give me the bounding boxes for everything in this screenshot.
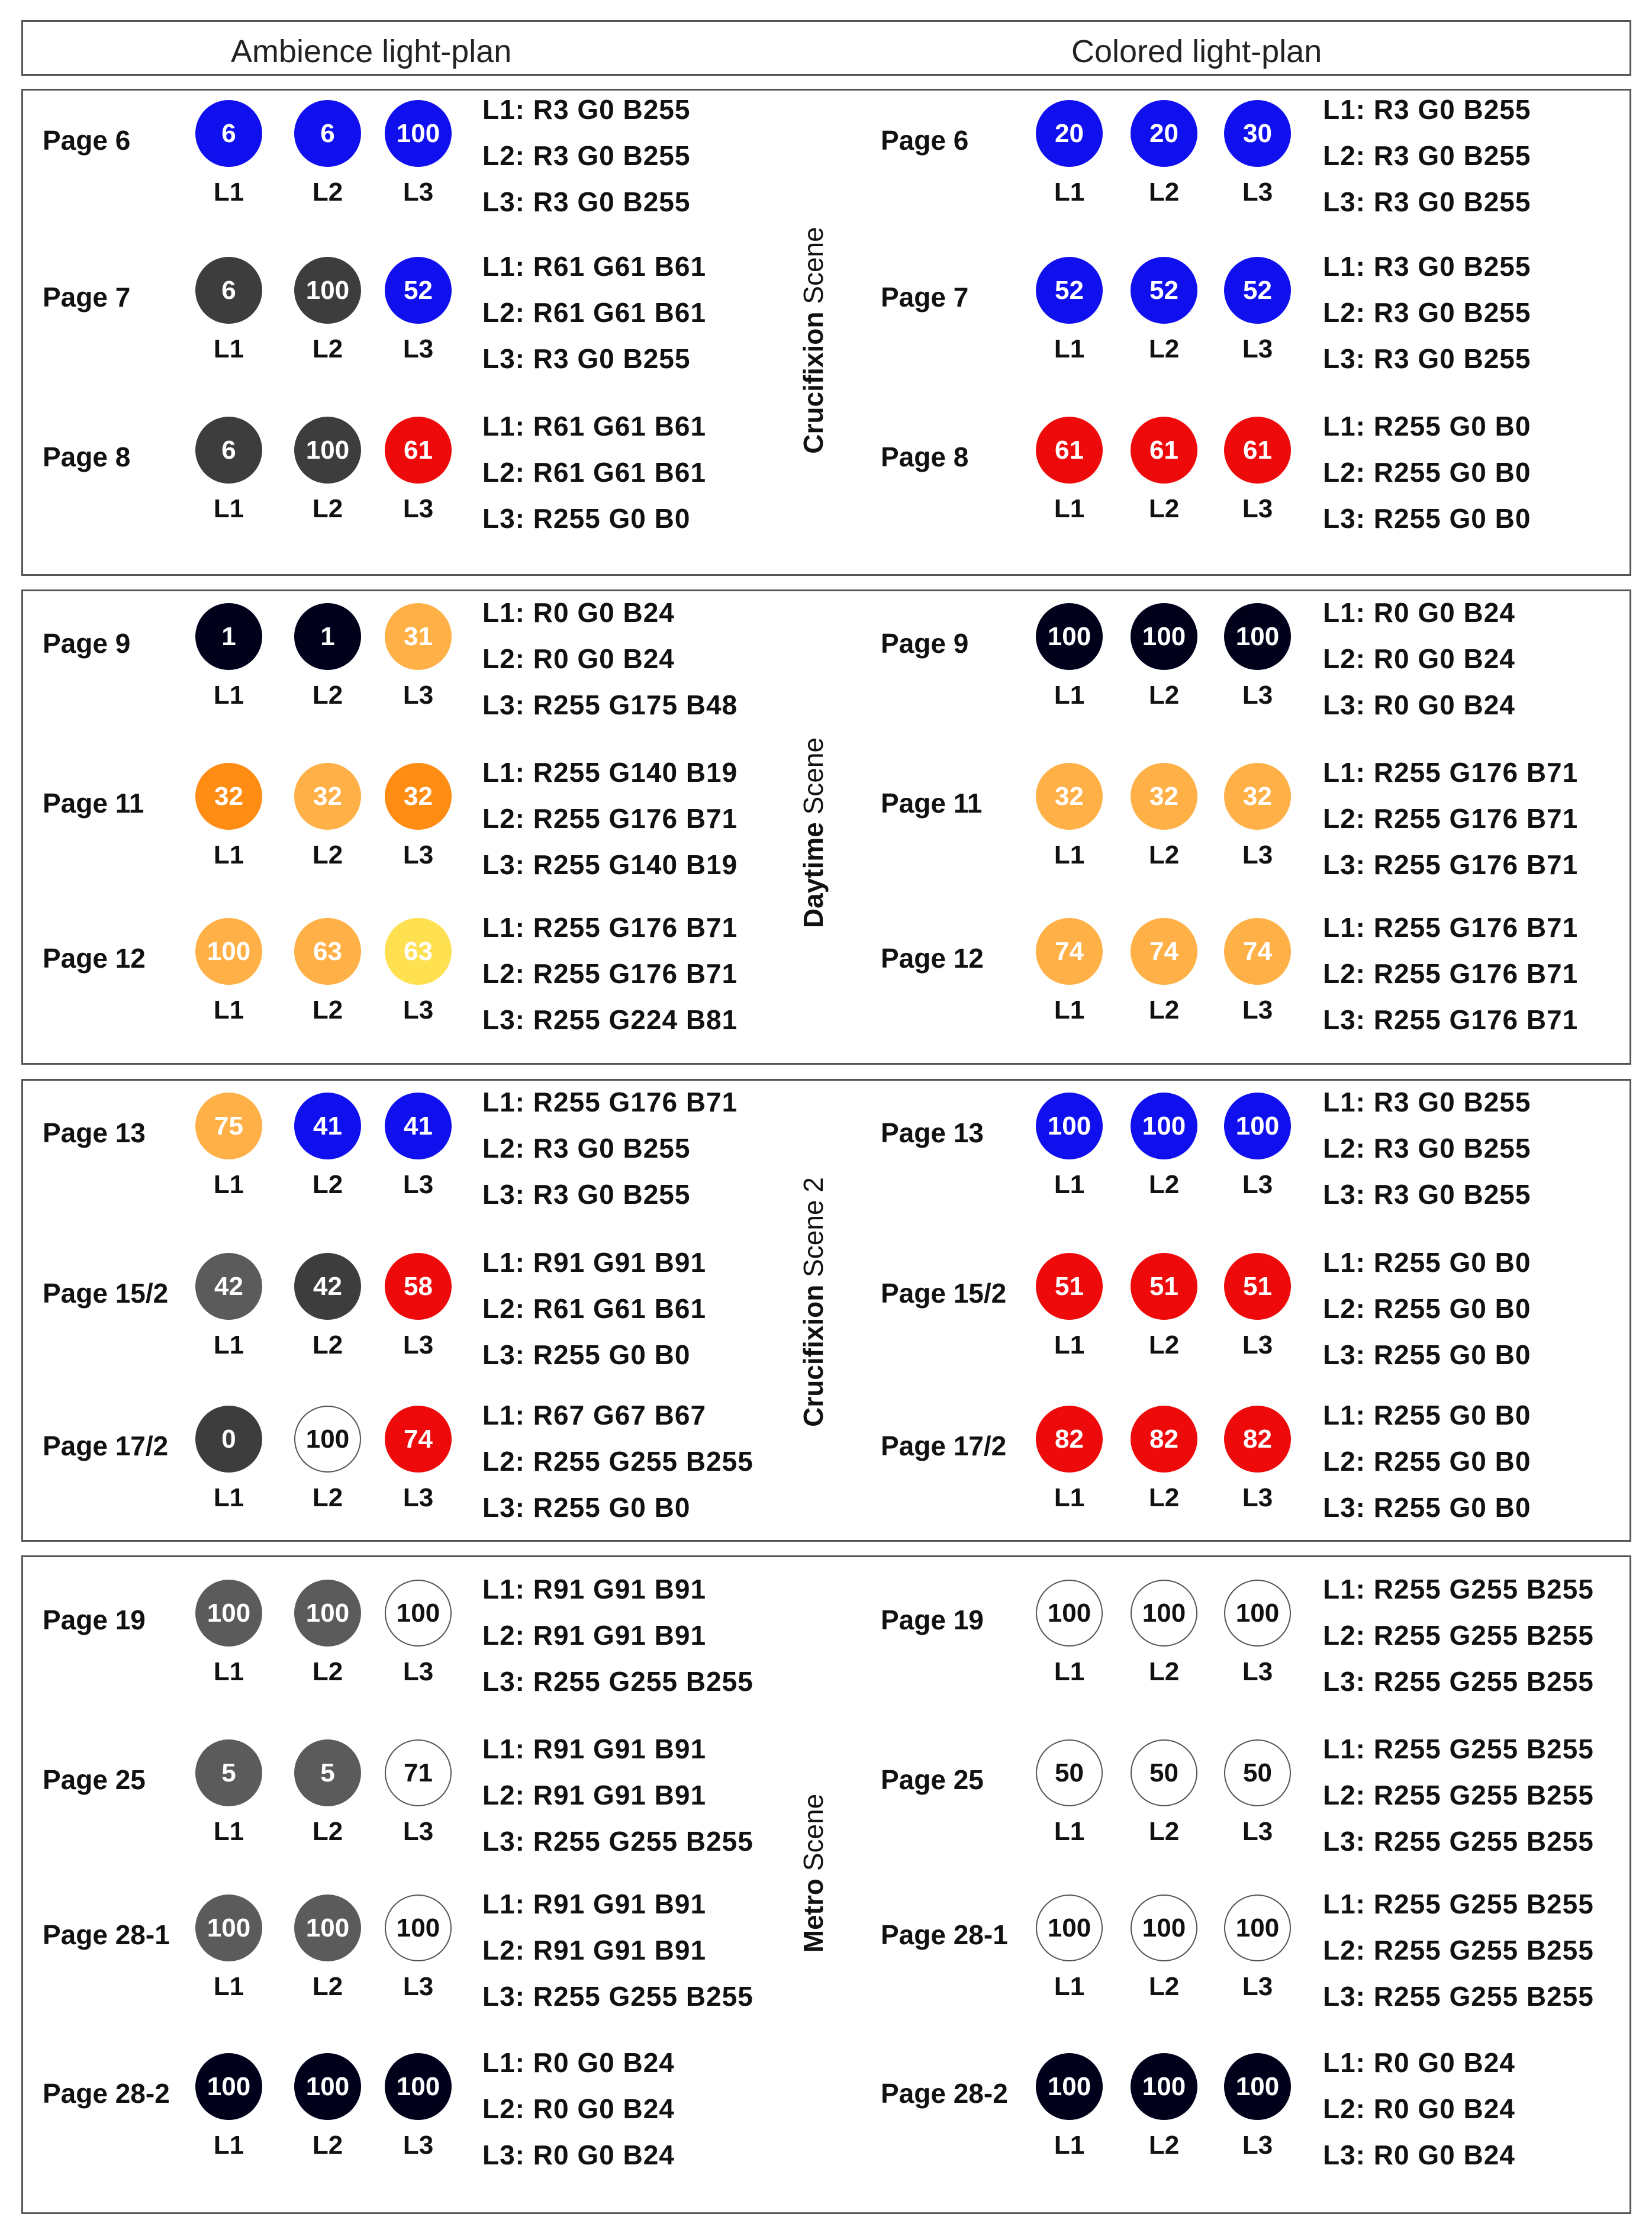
rgb-value: L2: R255 G176 B71: [1323, 958, 1579, 989]
lamp-circle: 41: [385, 1093, 452, 1159]
rgb-value: L3: R255 G0 B0: [482, 503, 691, 534]
lamp-circle: 100: [195, 1580, 262, 1647]
page-label: Page 6: [881, 125, 969, 156]
page-label: Page 15/2: [881, 1278, 1007, 1309]
lamp-circle: 6: [195, 417, 262, 484]
rgb-value: L2: R255 G176 B71: [482, 803, 738, 834]
lamp-circle: 100: [294, 2053, 361, 2120]
lamp-circle: 30: [1224, 100, 1291, 167]
page-label: Page 11: [881, 788, 983, 819]
page-label: Page 9: [43, 628, 131, 659]
lamp-circle: 1: [195, 603, 262, 670]
lamp-circle: 5: [195, 1739, 262, 1806]
lamp-circle: 100: [1131, 1093, 1197, 1159]
lamp-label: L3: [402, 178, 434, 207]
scene-title-rest: Scene: [798, 227, 829, 312]
rgb-value: L3: R3 G0 B255: [482, 1179, 691, 1210]
lamp-circle: 74: [1224, 918, 1291, 985]
lamp-label: L3: [402, 1817, 434, 1846]
page-label: Page 11: [43, 788, 144, 819]
rgb-value: L1: R3 G0 B255: [482, 94, 691, 125]
lamp-circle: 100: [195, 2053, 262, 2120]
lamp-label: L3: [1242, 1330, 1273, 1359]
lamp-circle: 100: [385, 1895, 452, 1961]
lamp-label: L2: [1148, 1817, 1180, 1846]
lamp-label: L2: [1148, 995, 1180, 1024]
rgb-value: L3: R255 G0 B0: [1323, 503, 1531, 534]
lamp-circle: 100: [294, 1895, 361, 1961]
lamp-label: L3: [402, 494, 434, 523]
lamp-label: L2: [1148, 1483, 1180, 1512]
lamp-circle: 58: [385, 1253, 452, 1320]
lamp-circle: 41: [294, 1093, 361, 1159]
rgb-value: L1: R61 G61 B61: [482, 251, 707, 282]
page-label: Page 28-1: [43, 1919, 170, 1950]
lamp-circle: 74: [385, 1406, 452, 1473]
lamp-label: L2: [1148, 494, 1180, 523]
lamp-label: L1: [1054, 681, 1085, 710]
lamp-label: L1: [213, 995, 244, 1024]
rgb-value: L1: R255 G0 B0: [1323, 411, 1531, 442]
lamp-circle: 32: [1131, 763, 1197, 830]
rgb-value: L3: R3 G0 B255: [1323, 343, 1531, 374]
lamp-circle: 100: [294, 417, 361, 484]
lamp-label: L1: [213, 494, 244, 523]
lamp-label: L3: [1242, 334, 1273, 363]
lamp-circle: 63: [385, 918, 452, 985]
lamp-label: L2: [1148, 840, 1180, 869]
scene-title: [797, 679, 830, 987]
lamp-circle: 82: [1036, 1406, 1103, 1473]
rgb-value: L1: R91 G91 B91: [482, 1574, 707, 1604]
lamp-label: L3: [402, 995, 434, 1024]
rgb-value: L3: R0 G0 B24: [482, 2140, 675, 2170]
lamp-label: L1: [1054, 1972, 1085, 2001]
lamp-circle: 100: [294, 1580, 361, 1647]
lamp-label: L1: [213, 1170, 244, 1199]
lamp-circle: 100: [294, 257, 361, 324]
rgb-value: L2: R255 G176 B71: [482, 958, 738, 989]
lamp-label: L2: [312, 1817, 343, 1846]
rgb-value: L2: R255 G0 B0: [1323, 457, 1531, 488]
lamp-label: L2: [1148, 1170, 1180, 1199]
lamp-circle: 6: [195, 257, 262, 324]
lamp-label: L3: [402, 1483, 434, 1512]
lamp-circle: 50: [1131, 1739, 1197, 1806]
lamp-label: L2: [1148, 178, 1180, 207]
rgb-value: L2: R91 G91 B91: [482, 1780, 707, 1810]
lamp-circle: 82: [1131, 1406, 1197, 1473]
lamp-label: L1: [1054, 840, 1085, 869]
page-label: Page 19: [43, 1604, 146, 1635]
lamp-label: L1: [213, 681, 244, 710]
rgb-value: L3: R255 G255 B255: [1323, 1826, 1594, 1857]
lamp-circle: 100: [385, 1580, 452, 1647]
rgb-value: L3: R255 G0 B0: [482, 1492, 691, 1523]
lamp-label: L1: [213, 1817, 244, 1846]
rgb-value: L1: R91 G91 B91: [482, 1889, 707, 1919]
lamp-circle: 42: [195, 1253, 262, 1320]
lamp-label: L2: [312, 1170, 343, 1199]
rgb-value: L2: R255 G255 B255: [482, 1446, 753, 1477]
lamp-label: L1: [1054, 995, 1085, 1024]
lamp-circle: 32: [195, 763, 262, 830]
rgb-value: L2: R255 G255 B255: [1323, 1780, 1594, 1810]
rgb-value: L2: R91 G91 B91: [482, 1935, 707, 1966]
lamp-label: L2: [1148, 1657, 1180, 1686]
lamp-circle: 100: [1224, 603, 1291, 670]
lamp-label: L3: [1242, 1657, 1273, 1686]
rgb-value: L3: R255 G0 B0: [1323, 1492, 1531, 1523]
rgb-value: L1: R255 G176 B71: [482, 1087, 738, 1117]
lamp-label: L3: [402, 1972, 434, 2001]
rgb-value: L3: R3 G0 B255: [482, 343, 691, 374]
scene-title-rest: Scene: [798, 737, 829, 823]
rgb-value: L1: R67 G67 B67: [482, 1400, 707, 1430]
lamp-circle: 0: [195, 1406, 262, 1473]
lamp-label: L2: [312, 1330, 343, 1359]
lamp-circle: 75: [195, 1093, 262, 1159]
lamp-label: L1: [1054, 2131, 1085, 2160]
rgb-value: L3: R0 G0 B24: [1323, 690, 1515, 720]
rgb-value: L2: R61 G61 B61: [482, 297, 707, 328]
lamp-label: L1: [213, 334, 244, 363]
lamp-label: L1: [1054, 1170, 1085, 1199]
rgb-value: L2: R0 G0 B24: [482, 643, 675, 674]
lamp-label: L1: [213, 1483, 244, 1512]
page-label: Page 25: [43, 1764, 146, 1795]
lamp-circle: 100: [385, 2053, 452, 2120]
lamp-label: L3: [402, 2131, 434, 2160]
lamp-circle: 100: [1224, 2053, 1291, 2120]
rgb-value: L2: R3 G0 B255: [1323, 297, 1531, 328]
page-label: Page 7: [43, 282, 131, 312]
lamp-label: L3: [402, 681, 434, 710]
rgb-value: L1: R3 G0 B255: [1323, 251, 1531, 282]
rgb-value: L1: R255 G176 B71: [482, 912, 738, 943]
page-label: Page 17/2: [43, 1430, 169, 1461]
lamp-label: L2: [312, 334, 343, 363]
lamp-label: L3: [1242, 494, 1273, 523]
page-label: Page 19: [881, 1604, 984, 1635]
rgb-value: L3: R255 G176 B71: [1323, 849, 1579, 880]
lamp-circle: 52: [385, 257, 452, 324]
lamp-circle: 74: [1036, 918, 1103, 985]
lamp-circle: 42: [294, 1253, 361, 1320]
lamp-label: L3: [402, 1657, 434, 1686]
lamp-label: L3: [402, 1330, 434, 1359]
lamp-circle: 100: [1036, 1093, 1103, 1159]
lamp-circle: 32: [1224, 763, 1291, 830]
lamp-label: L3: [402, 334, 434, 363]
rgb-value: L3: R3 G0 B255: [1323, 186, 1531, 217]
rgb-value: L3: R255 G224 B81: [482, 1004, 738, 1035]
rgb-value: L3: R255 G255 B255: [482, 1826, 753, 1857]
rgb-value: L2: R0 G0 B24: [1323, 2093, 1515, 2124]
page-label: Page 17/2: [881, 1430, 1007, 1461]
rgb-value: L3: R255 G255 B255: [1323, 1666, 1594, 1697]
lamp-circle: 61: [1131, 417, 1197, 484]
lamp-circle: 100: [1224, 1093, 1291, 1159]
rgb-value: L1: R0 G0 B24: [1323, 597, 1515, 628]
rgb-value: L2: R91 G91 B91: [482, 1620, 707, 1651]
page-label: Page 28-1: [881, 1919, 1008, 1950]
lamp-circle: 52: [1036, 257, 1103, 324]
rgb-value: L2: R255 G255 B255: [1323, 1620, 1594, 1651]
lamp-label: L1: [1054, 494, 1085, 523]
lamp-label: L1: [213, 840, 244, 869]
rgb-value: L2: R0 G0 B24: [482, 2093, 675, 2124]
lamp-circle: 100: [1224, 1895, 1291, 1961]
lamp-label: L1: [1054, 1657, 1085, 1686]
lamp-circle: 51: [1224, 1253, 1291, 1320]
page-label: Page 13: [43, 1117, 146, 1148]
lamp-label: L2: [1148, 1330, 1180, 1359]
lamp-circle: 52: [1224, 257, 1291, 324]
lamp-label: L1: [213, 1330, 244, 1359]
lamp-circle: 100: [195, 918, 262, 985]
lamp-label: L2: [312, 995, 343, 1024]
lamp-circle: 61: [1224, 417, 1291, 484]
lamp-circle: 1: [294, 603, 361, 670]
scene-title: [797, 1148, 830, 1456]
lamp-label: L3: [1242, 178, 1273, 207]
lamp-circle: 100: [1036, 1895, 1103, 1961]
rgb-value: L1: R255 G255 B255: [1323, 1889, 1594, 1919]
scene-title: [797, 186, 830, 494]
scene-title: [797, 1719, 830, 2027]
lamp-label: L3: [1242, 1972, 1273, 2001]
lamp-label: L3: [1242, 2131, 1273, 2160]
rgb-value: L1: R255 G140 B19: [482, 757, 738, 788]
page-label: Page 6: [43, 125, 131, 156]
lamp-circle: 100: [1224, 1580, 1291, 1647]
page-label: Page 8: [43, 442, 131, 472]
lamp-circle: 71: [385, 1739, 452, 1806]
scene-title-bold: Daytime: [798, 822, 829, 929]
rgb-value: L1: R255 G255 B255: [1323, 1574, 1594, 1604]
rgb-value: L2: R3 G0 B255: [1323, 1133, 1531, 1164]
scene-title-bold: Metro: [798, 1879, 829, 1953]
lamp-circle: 32: [1036, 763, 1103, 830]
page-label: Page 28-2: [43, 2078, 170, 2109]
lamp-circle: 20: [1036, 100, 1103, 167]
rgb-value: L1: R3 G0 B255: [1323, 1087, 1531, 1117]
header-ambience-title: Ambience light-plan: [231, 34, 512, 69]
rgb-value: L1: R91 G91 B91: [482, 1247, 707, 1278]
lamp-label: L2: [312, 2131, 343, 2160]
rgb-value: L1: R0 G0 B24: [482, 597, 675, 628]
header-colored-title: Colored light-plan: [1071, 34, 1322, 69]
page-label: Page 28-2: [881, 2078, 1008, 2109]
rgb-value: L3: R255 G140 B19: [482, 849, 738, 880]
lamp-label: L2: [312, 494, 343, 523]
scene-title-bold: Crucifixion: [798, 311, 829, 454]
lamp-label: L1: [213, 2131, 244, 2160]
lamp-circle: 100: [195, 1895, 262, 1961]
rgb-value: L2: R61 G61 B61: [482, 1293, 707, 1324]
rgb-value: L1: R0 G0 B24: [1323, 2047, 1515, 2078]
rgb-value: L1: R0 G0 B24: [482, 2047, 675, 2078]
page-label: Page 25: [881, 1764, 984, 1795]
rgb-value: L3: R255 G255 B255: [482, 1981, 753, 2012]
lamp-circle: 100: [1131, 1895, 1197, 1961]
lamp-label: L1: [213, 1657, 244, 1686]
lamp-circle: 52: [1131, 257, 1197, 324]
lamp-label: L2: [1148, 1972, 1180, 2001]
lamp-circle: 20: [1131, 100, 1197, 167]
page-label: Page 13: [881, 1117, 984, 1148]
lamp-circle: 100: [294, 1406, 361, 1473]
lamp-label: L2: [312, 1483, 343, 1512]
lamp-circle: 5: [294, 1739, 361, 1806]
scene-title-bold: Crucifixion: [798, 1284, 829, 1427]
lamp-circle: 61: [1036, 417, 1103, 484]
rgb-value: L3: R255 G175 B48: [482, 690, 738, 720]
rgb-value: L1: R255 G0 B0: [1323, 1247, 1531, 1278]
lamp-circle: 82: [1224, 1406, 1291, 1473]
lamp-label: L3: [1242, 840, 1273, 869]
lamp-circle: 32: [294, 763, 361, 830]
page-label: Page 12: [881, 943, 984, 974]
lamp-circle: 100: [1036, 2053, 1103, 2120]
rgb-value: L2: R3 G0 B255: [482, 140, 691, 171]
rgb-value: L2: R255 G0 B0: [1323, 1446, 1531, 1477]
rgb-value: L3: R3 G0 B255: [482, 186, 691, 217]
page-label: Page 8: [881, 442, 969, 472]
lamp-label: L2: [312, 681, 343, 710]
rgb-value: L3: R3 G0 B255: [1323, 1179, 1531, 1210]
lamp-circle: 100: [1036, 1580, 1103, 1647]
scene-title-rest: Scene 2: [798, 1177, 829, 1285]
rgb-value: L1: R255 G176 B71: [1323, 912, 1579, 943]
lamp-circle: 61: [385, 417, 452, 484]
lamp-circle: 6: [195, 100, 262, 167]
lamp-label: L1: [213, 178, 244, 207]
rgb-value: L2: R255 G255 B255: [1323, 1935, 1594, 1966]
lamp-circle: 100: [1131, 603, 1197, 670]
lamp-label: L2: [1148, 2131, 1180, 2160]
lamp-label: L3: [402, 1170, 434, 1199]
lamp-circle: 6: [294, 100, 361, 167]
lamp-label: L2: [312, 178, 343, 207]
rgb-value: L2: R3 G0 B255: [482, 1133, 691, 1164]
lamp-circle: 100: [1036, 603, 1103, 670]
page-label: Page 7: [881, 282, 969, 312]
lamp-label: L1: [1054, 334, 1085, 363]
lamp-label: L3: [1242, 681, 1273, 710]
rgb-value: L1: R255 G176 B71: [1323, 757, 1579, 788]
lamp-label: L1: [1054, 1483, 1085, 1512]
lamp-label: L1: [1054, 1330, 1085, 1359]
rgb-value: L2: R255 G176 B71: [1323, 803, 1579, 834]
lamp-circle: 32: [385, 763, 452, 830]
rgb-value: L2: R3 G0 B255: [1323, 140, 1531, 171]
lamp-label: L2: [312, 1657, 343, 1686]
rgb-value: L1: R61 G61 B61: [482, 411, 707, 442]
lamp-label: L1: [213, 1972, 244, 2001]
lamp-circle: 50: [1224, 1739, 1291, 1806]
rgb-value: L3: R255 G0 B0: [482, 1339, 691, 1370]
rgb-value: L1: R255 G0 B0: [1323, 1400, 1531, 1430]
lamp-label: L3: [402, 840, 434, 869]
lamp-circle: 74: [1131, 918, 1197, 985]
rgb-value: L1: R255 G255 B255: [1323, 1734, 1594, 1764]
lamp-circle: 100: [1131, 2053, 1197, 2120]
page-label: Page 12: [43, 943, 146, 974]
rgb-value: L3: R255 G255 B255: [482, 1666, 753, 1697]
lamp-label: L1: [1054, 178, 1085, 207]
lamp-label: L1: [1054, 1817, 1085, 1846]
rgb-value: L2: R0 G0 B24: [1323, 643, 1515, 674]
lamp-label: L2: [1148, 334, 1180, 363]
page-label: Page 15/2: [43, 1278, 169, 1309]
lamp-label: L2: [312, 840, 343, 869]
rgb-value: L3: R255 G0 B0: [1323, 1339, 1531, 1370]
lamp-label: L3: [1242, 995, 1273, 1024]
lamp-label: L3: [1242, 1170, 1273, 1199]
lamp-circle: 50: [1036, 1739, 1103, 1806]
rgb-value: L3: R255 G255 B255: [1323, 1981, 1594, 2012]
rgb-value: L3: R0 G0 B24: [1323, 2140, 1515, 2170]
lamp-circle: 51: [1036, 1253, 1103, 1320]
page-label: Page 9: [881, 628, 969, 659]
rgb-value: L1: R3 G0 B255: [1323, 94, 1531, 125]
rgb-value: L3: R255 G176 B71: [1323, 1004, 1579, 1035]
lamp-label: L3: [1242, 1483, 1273, 1512]
rgb-value: L1: R91 G91 B91: [482, 1734, 707, 1764]
lamp-circle: 100: [1131, 1580, 1197, 1647]
lamp-label: L3: [1242, 1817, 1273, 1846]
lamp-circle: 63: [294, 918, 361, 985]
lamp-label: L2: [312, 1972, 343, 2001]
scene-title-rest: Scene: [798, 1793, 829, 1879]
lamp-circle: 31: [385, 603, 452, 670]
rgb-value: L2: R255 G0 B0: [1323, 1293, 1531, 1324]
lamp-label: L2: [1148, 681, 1180, 710]
rgb-value: L2: R61 G61 B61: [482, 457, 707, 488]
lamp-circle: 51: [1131, 1253, 1197, 1320]
lamp-circle: 100: [385, 100, 452, 167]
